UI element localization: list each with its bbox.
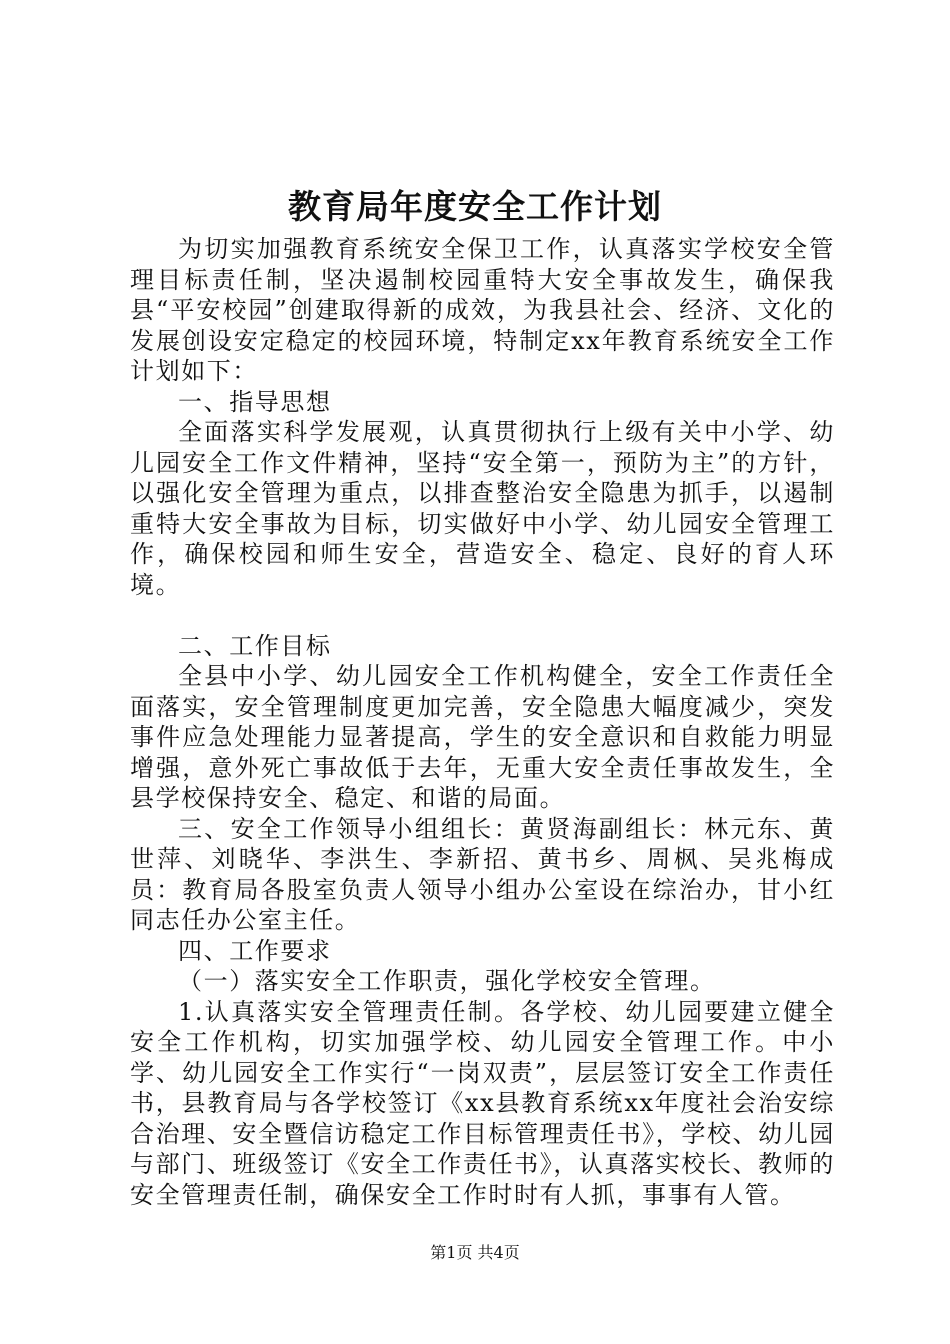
section-heading-work-goals: 二、工作目标: [178, 631, 332, 660]
section-heading-work-requirements: 四、工作要求: [178, 936, 332, 965]
page-footer: 第1页 共4页: [430, 1243, 520, 1262]
leadership-group-paragraph: 三、安全工作领导小组组长：黄贤海副组长：林元东、黄世萍、刘晓华、李洪生、李新招、黄书乡、周枫、吴兆梅成员：教育局各股室负责人领导小组办公室设在综治办，甘小红同志任办公室主任。: [130, 814, 835, 934]
guiding-ideology-paragraph: 全面落实科学发展观，认真贯彻执行上级有关中小学、幼儿园安全工作文件精神，坚持“安全第一，预防为主”的方针，以强化安全管理为重点，以排查整治安全隐患为抓手，以遏制重特大安全事故为目标，切实做好中小学、幼儿园安全管理工作，确保校园和师生安全，营造安全、稳定、良好的育人环境。: [130, 418, 835, 599]
intro-paragraph: 为切实加强教育系统安全保卫工作，认真落实学校安全管理目标责任制，坚决遏制校园重特大安全事故发生，确保我县“平安校园”创建取得新的成效，为我县社会、经济、文化的发展创设安定稳定的校园环境，特制定xx年教育系统安全工作计划如下：: [130, 235, 835, 385]
section-heading-guiding-ideology: 一、指导思想: [178, 387, 332, 416]
document-body: [130, 234, 835, 1210]
requirement-item-1: 1.认真落实安全管理责任制。各学校、幼儿园要建立健全安全工作机构，切实加强学校、幼儿园安全管理工作。中小学、幼儿园安全工作实行“一岗双责”，层层签订安全工作责任书，县教育局与各学校签订《xx县教育系统xx年度社会治安综合治理、安全暨信访稳定工作目标管理责任书》，学校、幼儿园与部门、班级签订《安全工作责任书》，认真落实校长、教师的安全管理责任制，确保安全工作时时有人抓，事事有人管。: [130, 997, 835, 1209]
subsection-heading-1: （一）落实安全工作职责，强化学校安全管理。: [178, 967, 716, 995]
document-title: 教育局年度安全工作计划: [288, 187, 662, 226]
work-goals-paragraph: 全县中小学、幼儿园安全工作机构健全，安全工作责任全面落实，安全管理制度更加完善，安全隐患大幅度减少，突发事件应急处理能力显著提高，学生的安全意识和自救能力明显增强，意外死亡事故低于去年，无重大安全责任事故发生，全县学校保持安全、稳定、和谐的局面。: [130, 662, 835, 812]
